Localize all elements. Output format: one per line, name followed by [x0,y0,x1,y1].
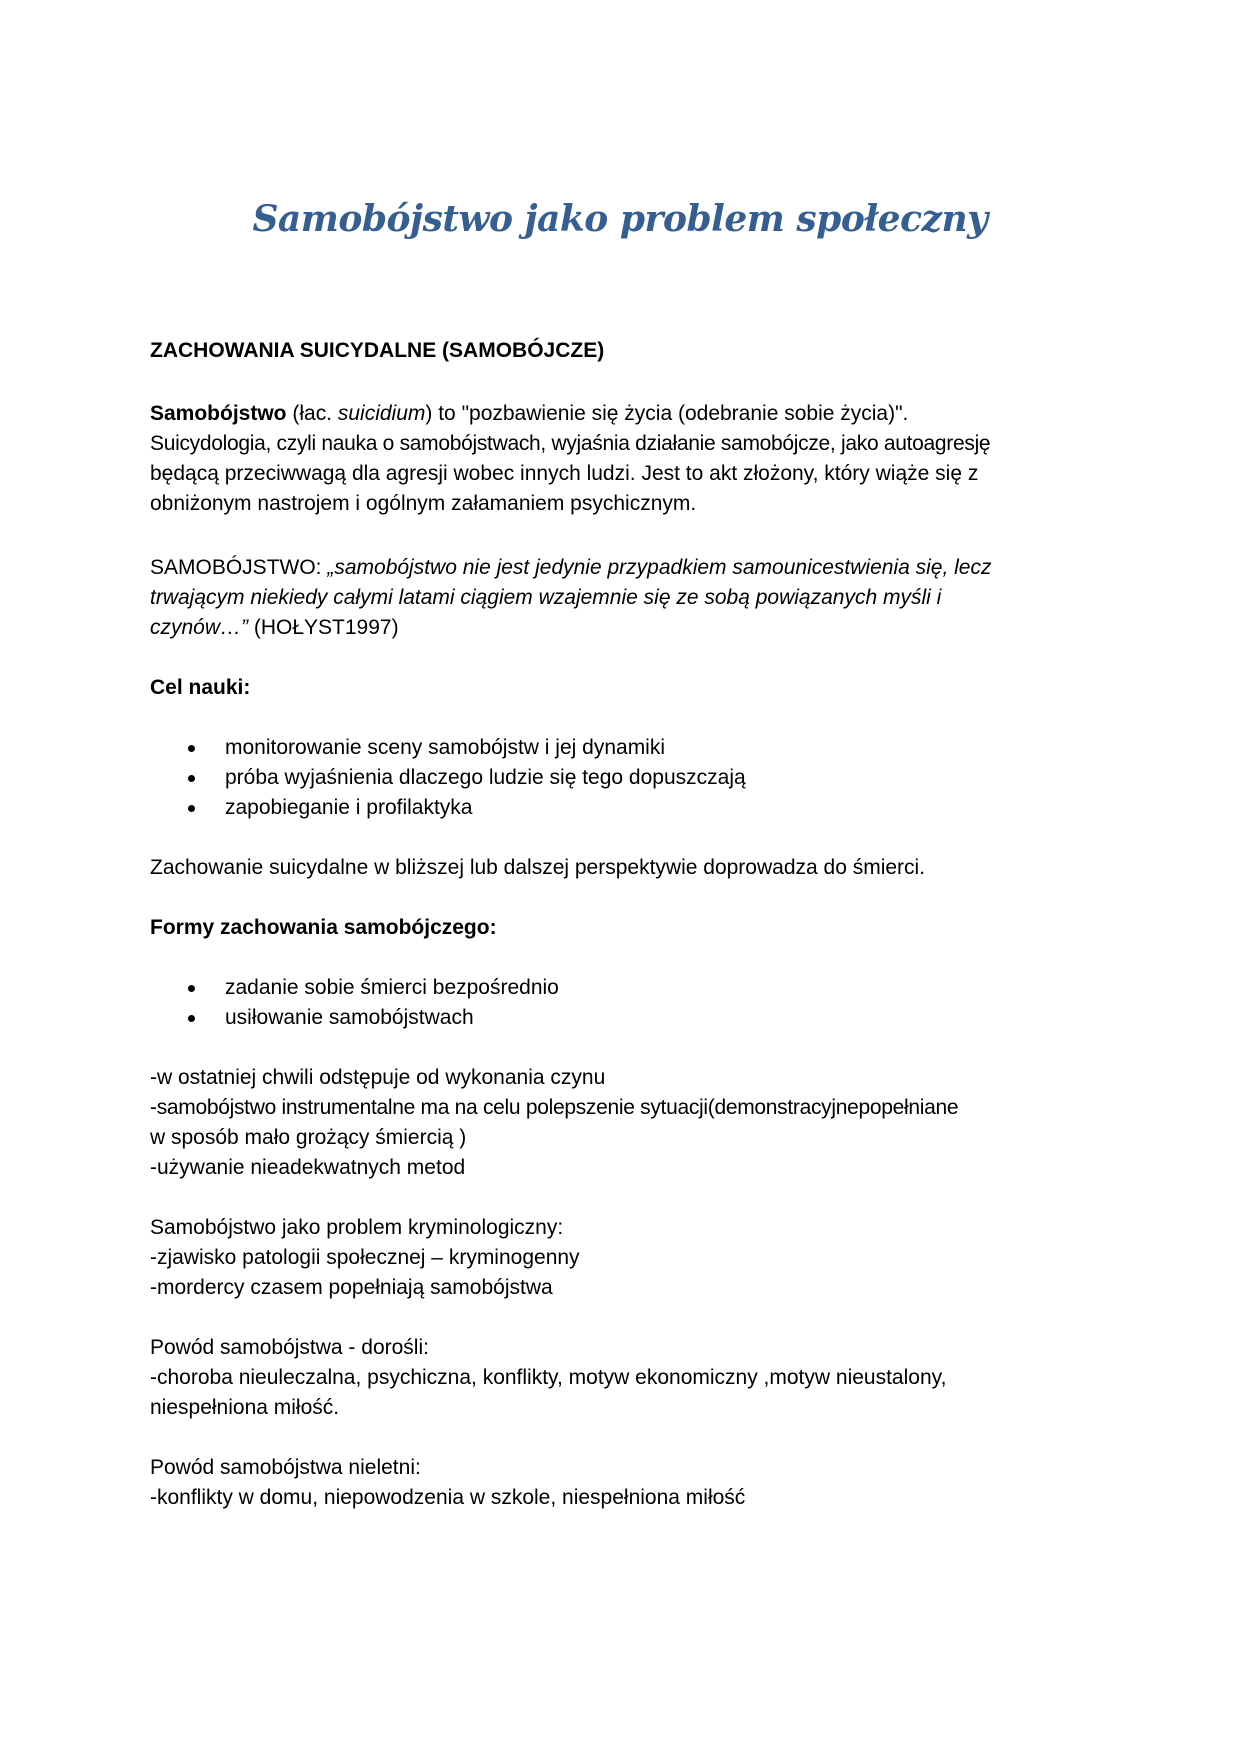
kryminologiczny-line: -mordercy czasem popełniają samobójstwa [150,1276,553,1299]
document-title: Samobójstwo jako problem społeczny [252,198,988,240]
summary-line: Zachowanie suicydalne w bliższej lub dalszej perspektywie doprowadza do śmierci. [150,856,926,879]
list-item: usiłowanie samobójstwach [150,1003,1090,1033]
powod-nieletni-line: -konflikty w domu, niepowodzenia w szkole, niespełniona miłość [150,1486,746,1509]
powod-dorosli-line: niespełniona miłość. [150,1396,340,1419]
list-item: zadanie sobie śmierci bezpośrednio [150,973,1090,1003]
quote-citation: (HOŁYST1997) [248,616,399,639]
cel-nauki-heading: Cel nauki: [150,676,251,699]
kryminologiczny-line: -zjawisko patologii społecznej – kryminogenny [150,1246,580,1269]
quote-text-1: „samobójstwo nie jest jedynie przypadkiem samounicestwienia się, lecz [327,556,992,579]
definition-line-1 [150,399,1090,429]
note-line: w sposób mało grożący śmiercią ) [150,1126,467,1149]
quote-line-3 [150,613,1090,643]
section-heading: ZACHOWANIA SUICYDALNE (SAMOBÓJCZE) [150,339,605,362]
definition-line-2: Suicydologia, czyli nauka o samobójstwach, wyjaśnia działanie samobójcze, jako autoagresję [150,432,991,455]
cel-nauki-list [150,733,1090,823]
powod-nieletni-section [150,1453,1090,1513]
definition-paren: (łac. [286,402,338,425]
list-item: próba wyjaśnienia dlaczego ludzie się tego dopuszczają [150,763,1090,793]
definition-rest: ) to "pozbawienie się życia (odebranie sobie życia)". [425,402,909,425]
powod-dorosli-section [150,1333,1090,1423]
note-line: -w ostatniej chwili odstępuje od wykonania czynu [150,1066,606,1089]
powod-nieletni-heading: Powód samobójstwa nieletni: [150,1456,421,1479]
note-line: -samobójstwo instrumentalne ma na celu polepszenie sytuacji(demonstracyjnepopełniane [150,1096,959,1119]
list-item: zapobieganie i profilaktyka [150,793,1090,823]
kryminologiczny-heading: Samobójstwo jako problem kryminologiczny: [150,1216,564,1239]
quote-text-3: czynów…” [150,616,249,639]
definition-line-4: obniżonym nastrojem i ogólnym załamaniem psychicznym. [150,492,697,515]
quote-paragraph [150,553,1090,643]
kryminologiczny-section [150,1213,1090,1303]
formy-list [150,973,1090,1033]
list-item: monitorowanie sceny samobójstw i jej dynamiki [150,733,1090,763]
powod-dorosli-line: -choroba nieuleczalna, psychiczna, konflikty, motyw ekonomiczny ,motyw nieustalony, [150,1366,947,1389]
definition-term: Samobójstwo [150,402,287,425]
quote-line-1 [150,553,1090,583]
powod-dorosli-heading: Powód samobójstwa - dorośli: [150,1336,429,1359]
quote-label: SAMOBÓJSTWO: [150,556,328,579]
formy-heading: Formy zachowania samobójczego: [150,916,497,939]
latin-term: suicidium [337,402,426,425]
quote-line-2: trwającym niekiedy całymi latami ciągiem wzajemnie się ze sobą powiązanych myśli i [150,586,942,609]
note-line: -używanie nieadekwatnych metod [150,1156,466,1179]
formy-notes [150,1063,1090,1183]
definition-paragraph [150,399,1090,519]
definition-line-3: będącą przeciwwagą dla agresji wobec innych ludzi. Jest to akt złożony, który wiąże się z [150,462,979,485]
